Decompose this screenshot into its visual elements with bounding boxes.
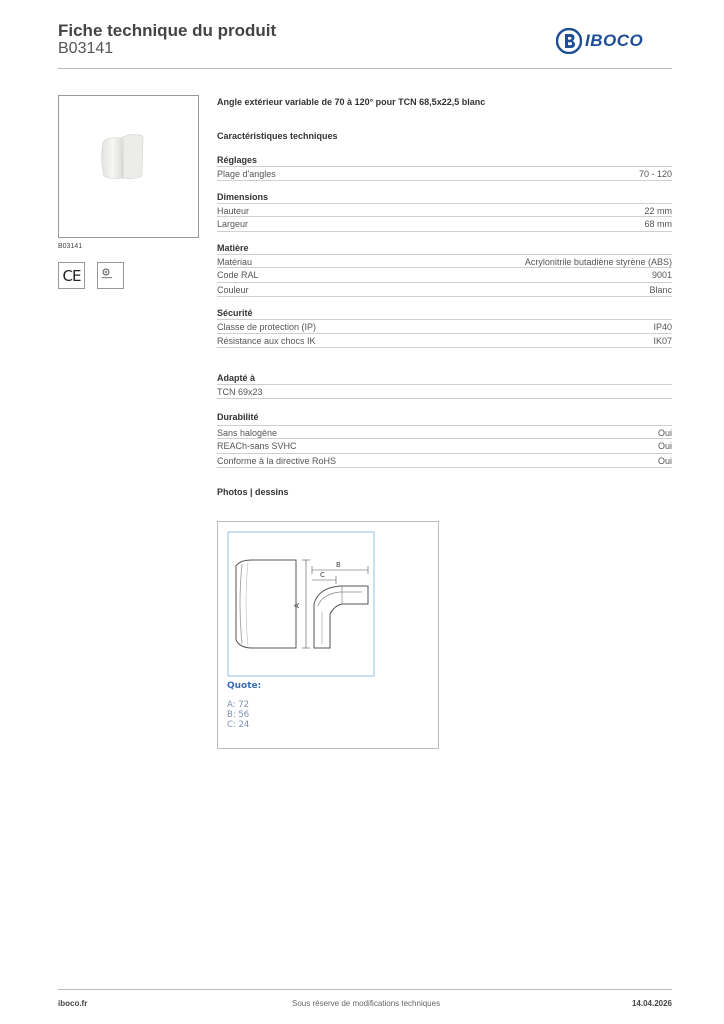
section-heading: Matière [217, 242, 249, 253]
section-heading: Dimensions [217, 191, 269, 202]
spec-row [217, 319, 672, 334]
spec-row [217, 283, 672, 298]
spec-row [217, 268, 672, 283]
product-description: Angle extérieur variable de 70 à 120° pour TCN 68,5x22,5 blanc [217, 97, 486, 107]
quote-line: A: 72 [227, 700, 250, 710]
spec-row [217, 166, 672, 181]
quote-title: Quote: [227, 681, 262, 691]
page-title: Fiche technique du produit [58, 21, 277, 40]
footer-notice: Sous réserve de modifications techniques [292, 999, 441, 1008]
spec-label: Conforme à la directive RoHS [217, 455, 337, 466]
spec-label: Classe de protection (IP) [217, 322, 317, 332]
spec-label: Matériau [217, 256, 253, 267]
spec-label: Résistance aux chocs IK [217, 335, 316, 346]
spec-label: REACh-sans SVHC [217, 441, 297, 451]
spec-row [217, 334, 672, 349]
brand-logo [556, 28, 643, 54]
quote-line: B: 56 [227, 710, 250, 720]
spec-row [217, 203, 672, 218]
spec-row [217, 439, 672, 454]
dim-label-c: C [320, 571, 325, 579]
spec-label: TCN 69x23 [217, 387, 263, 397]
spec-row [217, 384, 672, 399]
product-angle-icon [59, 96, 198, 237]
spec-value: Acrylonitrile butadiène styrène (ABS) [524, 256, 672, 267]
iboco-logo-icon [556, 28, 582, 54]
section-heading: Réglages [217, 155, 258, 165]
spec-row [217, 254, 672, 269]
spec-label: Largeur [217, 219, 249, 229]
spec-value: 22 mm [644, 205, 672, 216]
section-heading: Adapté à [217, 373, 256, 383]
spec-label: Sans halogène [217, 427, 278, 438]
spec-label: Plage d'angles [217, 169, 276, 179]
product-caption: B03141 [58, 243, 83, 250]
spec-value: 70 - 120 [638, 169, 672, 179]
quote-block [227, 681, 261, 730]
photos-title: Photos | dessins [217, 487, 289, 497]
ce-mark-icon: CE [58, 262, 85, 289]
footer-divider [58, 989, 672, 990]
brand-name: IBOCO [585, 31, 644, 50]
spec-value: Oui [657, 455, 672, 466]
spec-content [217, 95, 672, 498]
spec-value: Oui [657, 427, 672, 438]
spec-value: IP40 [653, 322, 672, 332]
header-divider [58, 68, 672, 69]
product-image [58, 95, 199, 238]
spec-row [217, 454, 672, 469]
spec-value: Oui [657, 441, 672, 451]
dim-label-b: B [336, 561, 341, 569]
spec-title: Caractéristiques techniques [217, 131, 338, 141]
product-code: B03141 [58, 40, 114, 57]
spec-label: Hauteur [217, 205, 250, 216]
section-heading: Durabilité [217, 411, 259, 422]
dim-label-a: A [293, 603, 301, 608]
quote-line: C: 24 [227, 720, 250, 730]
section-heading: Sécurité [217, 308, 253, 318]
footer-site-link[interactable]: iboco.fr [58, 999, 88, 1008]
spec-label: Couleur [217, 284, 249, 295]
spec-value: IK07 [653, 335, 672, 346]
certification-mark-icon [97, 262, 124, 289]
spec-value: 68 mm [644, 219, 672, 229]
spec-value: 9001 [651, 270, 672, 280]
footer-date: 14.04.2026 [631, 999, 672, 1008]
spec-label: Code RAL [217, 270, 259, 280]
spec-row [217, 217, 672, 232]
spec-value: Blanc [649, 284, 672, 295]
spec-row [217, 425, 672, 440]
